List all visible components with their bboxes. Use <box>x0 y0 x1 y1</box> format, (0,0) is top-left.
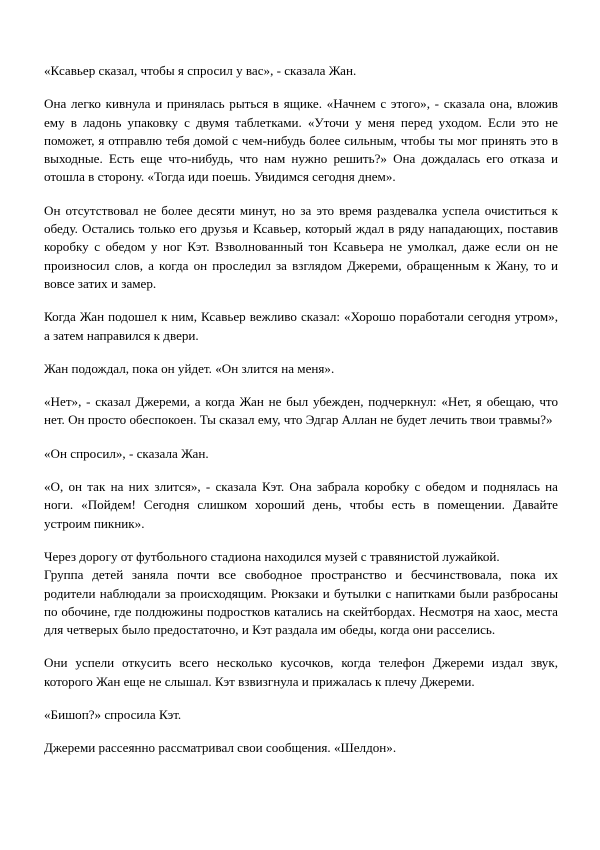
paragraph: Жан подождал, пока он уйдет. «Он злится на меня». <box>44 360 335 376</box>
paragraph <box>44 548 558 639</box>
paragraph: «Он спросил», - сказала Жан. <box>44 445 209 461</box>
text-column <box>44 62 558 758</box>
paragraph: «Бишоп?» спросила Кэт. <box>44 707 182 723</box>
paragraph: Джереми рассеянно рассматривал свои сообщения. «Шелдон». <box>44 740 397 756</box>
paragraph: Когда Жан подошел к ним, Ксавьер вежливо сказал: «Хорошо поработали сегодня утром», а затем направился к двери. <box>44 309 558 343</box>
paragraph: «Нет», - сказал Джереми, а когда Жан не был убежден, подчеркнул: «Нет, я обещаю, что нет. Он просто обеспокоен. Ты сказал ему, что Эдгар Аллан не будет лечить твои травмы?» <box>44 394 558 428</box>
paragraph: «Ксавьер сказал, чтобы я спросил у вас», - сказала Жан. <box>44 63 357 78</box>
paragraph-first-line: Через дорогу от футбольного стадиона находился музей с травянистой лужайкой. <box>44 548 500 564</box>
paragraph: Они успели откусить всего несколько кусочков, когда телефон Джереми издал звук, которого Жан еще не слышал. Кэт взвизгнула и прижалась к плечу Джереми. <box>44 655 558 689</box>
paragraph-body: Группа детей заняла почти все свободное пространство и бесчинствовала, пока их родители наблюдали за происходящим. Рюкзаки и бутылки с напитками были разбросаны по обочине, где полдюжины подростков катались на скейтбордах. Несмотря на хаос, места для четверых было предостаточно, и Кэт раздала им обеды, когда они расселись. <box>44 567 558 638</box>
paragraph: Он отсутствовал не более десяти минут, но за это время раздевалка успела очиститься к обеду. Остались только его друзья и Ксавьер, который ждал в ряду нападающих, поставив коробку с обедом у ног Кэт. Взволнованный тон Ксавьера не умолкал, даже если он не произносил слов, а когда он проследил за взглядом Джереми, обращенным к Жану, то и вовсе затих и замер. <box>44 202 558 291</box>
paragraph: «О, он так на них злится», - сказала Кэт. Она забрала коробку с обедом и поднялась на ноги. «Пойдем! Сегодня слишком хороший день, чтобы есть в помещении. Давайте устроим пикник». <box>44 479 558 531</box>
paragraph: Она легко кивнула и принялась рыться в ящике. «Начнем с этого», - сказала она, вложив ему в ладонь упаковку с двумя таблетками. «Уточи у меня перед уходом. Если это не поможет, я отправлю тебя домой с чем-нибудь более сильным, чтобы ты мог принять это в выходные. Есть еще что-нибудь, что нам нужно решить?» Она дождалась его отказа и отошла в сторону. «Тогда иди поешь. Увидимся сегодня днем». <box>44 96 558 185</box>
